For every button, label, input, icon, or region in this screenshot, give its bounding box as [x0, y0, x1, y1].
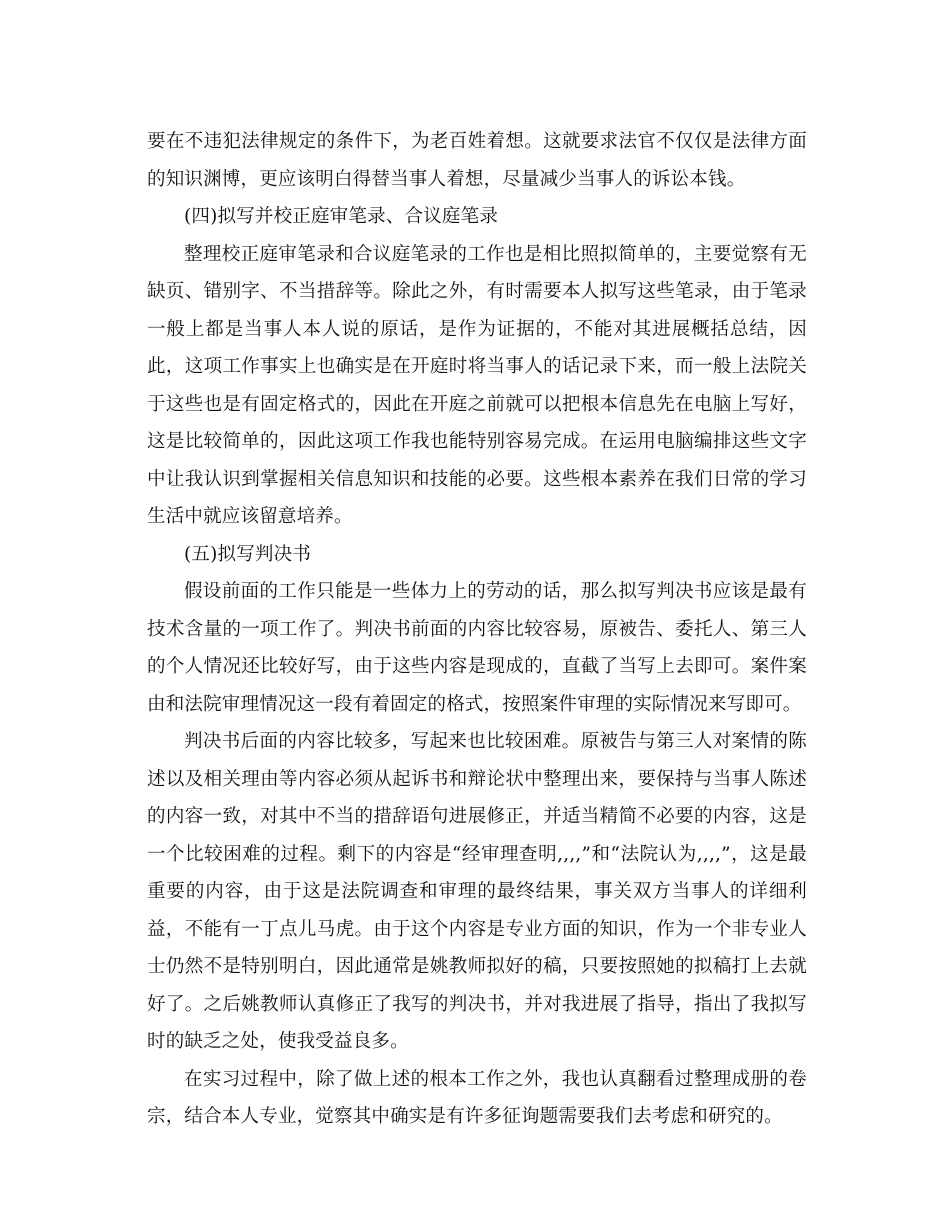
- paragraph-judgment-details: 判决书后面的内容比较多，写起来也比较困难。原被告与第三人对案情的陈述以及相关理由等内容必须从起诉书和辩论状中整理出来，要保持与当事人陈述的内容一致，对其中不当的措辞语句进展修正，并适当精简不必要的内容，这是一个比较困难的过程。剩下的内容是“经审理查明,,,,”和“法院认为,,,,”，这是最重要的内容，由于这是法院调查和审理的最终结果，事关双方当事人的详细利益，不能有一丁点儿马虎。由于这个内容是专业方面的知识，作为一个非专业人士仍然不是特别明白，因此通常是姚教师拟好的稿，只要按照她的拟稿打上去就好了。之后姚教师认真修正了我写的判决书，并对我进展了指导，指出了我拟写时的缺乏之处，使我受益良多。: [147, 731, 807, 1052]
- paragraph-internship-summary: 在实习过程中，除了做上述的根本工作之外，我也认真翻看过整理成册的卷宗，结合本人专业，觉察其中确实是有许多征询题需要我们去考虑和研究的。: [147, 1068, 807, 1127]
- document-page: [147, 123, 807, 1136]
- section-heading-4: (四)拟写并校正庭审笔录、合议庭笔录: [184, 206, 499, 227]
- paragraph-continued: 要在不违犯法律规定的条件下，为老百姓着想。这就要求法官不仅仅是法律方面的知识渊博，更应该明白得替当事人着想，尽量减少当事人的诉讼本钱。: [147, 131, 807, 190]
- paragraph-judgment-intro: 假设前面的工作只能是一些体力上的劳动的话，那么拟写判决书应该是最有技术含量的一项工作了。判决书前面的内容比较容易，原被告、委托人、第三人的个人情况还比较好写，由于这些内容是现成的，直截了当写上去即可。案件案由和法院审理情况这一段有着固定的格式，按照案件审理的实际情况来写即可。: [147, 581, 807, 715]
- paragraph-transcript-work: 整理校正庭审笔录和合议庭笔录的工作也是相比照拟简单的，主要觉察有无缺页、错别字、不当措辞等。除此之外，有时需要本人拟写这些笔录，由于笔录一般上都是当事人本人说的原话，是作为证据的，不能对其进展概括总结，因此，这项工作事实上也确实是在开庭时将当事人的话记录下来，而一般上法院关于这些也是有固定格式的，因此在开庭之前就可以把根本信息先在电脑上写好，这是比较简单的，因此这项工作我也能特别容易完成。在运用电脑编排这些文字中让我认识到掌握相关信息知识和技能的必要。这些根本素养在我们日常的学习生活中就应该留意培养。: [147, 243, 807, 527]
- section-heading-5: (五)拟写判决书: [184, 543, 312, 565]
